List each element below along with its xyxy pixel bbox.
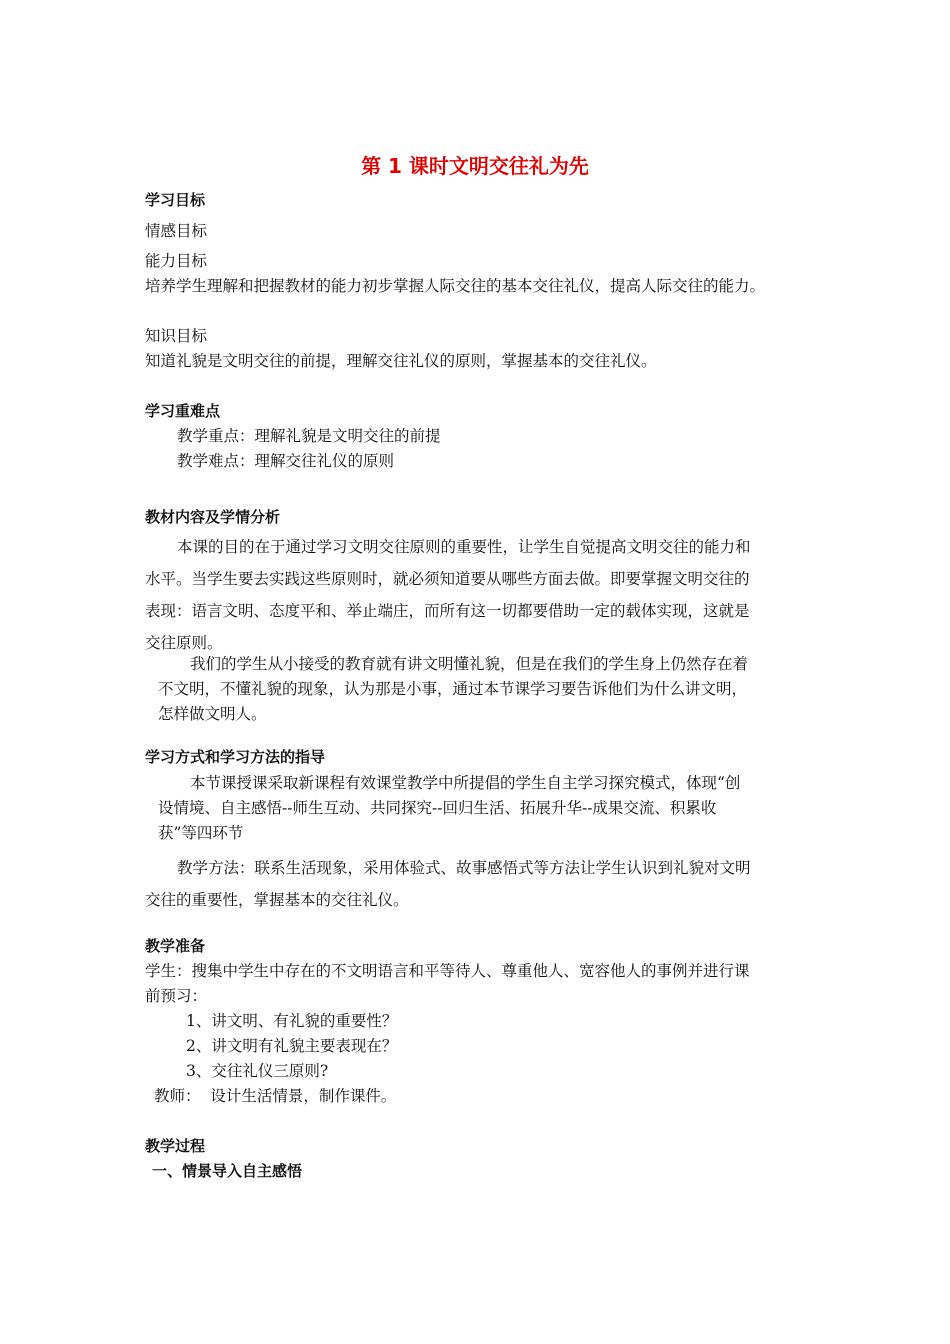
methods-p1-line: 获”等四环节 (158, 824, 244, 842)
knowledge-goal-label: 知识目标 (145, 327, 208, 345)
emotion-goal-label: 情感目标 (145, 222, 208, 240)
analysis-p2-line: 怎样做文明人。 (158, 705, 267, 723)
teaching-difficult-point: 教学难点：理解交往礼仪的原则 (177, 452, 395, 470)
methods-p2-line: 教学方法：联系生活现象，采用体验式、故事感悟式等方法让学生认识到礼貌对文明 (177, 859, 751, 877)
analysis-p2-line: 不文明，不懂礼貌的现象，认为那是小事，通过本节课学习要告诉他们为什么讲文明， (158, 680, 748, 698)
analysis-p1-line: 水平。当学生要去实践这些原则时，就必须知道要从哪些方面去做。即要掌握文明交往的 (145, 570, 750, 588)
teaching-key-point: 教学重点：理解礼貌是文明交往的前提 (177, 427, 441, 445)
ability-goal-text: 培养学生理解和把握教材的能力初步掌握人际交往的基本交往礼仪，提高人际交往的能力。 (145, 277, 766, 295)
key-points-heading: 学习重难点 (145, 402, 221, 420)
prep-item: 2、讲文明有礼貌主要表现在？ (186, 1037, 398, 1055)
goals-heading: 学习目标 (145, 191, 206, 209)
process-heading: 教学过程 (145, 1137, 206, 1155)
document-title: 第 1 课时文明交往礼为先 (361, 154, 589, 178)
analysis-p1-line: 表现：语言文明、态度平和、举止端庄，而所有这一切都要借助一定的载体实现，这就是 (145, 602, 750, 620)
prep-heading: 教学准备 (145, 937, 206, 955)
methods-p2-line: 交往的重要性，掌握基本的交往礼仪。 (145, 891, 409, 909)
methods-heading: 学习方式和学习方法的指导 (145, 748, 326, 766)
analysis-heading: 教材内容及学情分析 (145, 508, 281, 526)
prep-item: 1、讲文明、有礼貌的重要性？ (186, 1012, 398, 1030)
methods-p1-line: 本节课授课采取新课程有效课堂教学中所提倡的学生自主学习探究模式，体现“创 (190, 774, 741, 792)
analysis-p2-line: 我们的学生从小接受的教育就有讲文明懂礼貌，但是在我们的学生身上仍然存在着 (190, 655, 749, 673)
prep-student-line: 前预习： (145, 987, 208, 1005)
process-step-1: 一、情景导入自主感悟 (152, 1162, 303, 1180)
methods-p1-line: 设情境、自主感悟--师生互动、共同探究--回归生活、拓展升华--成果交流、积累收 (158, 799, 717, 817)
ability-goal-label: 能力目标 (145, 252, 208, 270)
analysis-p1-line: 交往原则。 (145, 634, 223, 652)
analysis-p1-line: 本课的目的在于通过学习文明交往原则的重要性，让学生自觉提高文明交往的能力和 (177, 538, 751, 556)
prep-teacher: 教师： 设计生活情景，制作课件。 (154, 1087, 397, 1105)
prep-item: 3、交往礼仪三原则? (186, 1062, 329, 1080)
knowledge-goal-text: 知道礼貌是文明交往的前提，理解交往礼仪的原则，掌握基本的交往礼仪。 (145, 352, 657, 370)
prep-student-line: 学生：搜集中学生中存在的不文明语言和平等待人、尊重他人、宽容他人的事例并进行课 (145, 962, 750, 980)
